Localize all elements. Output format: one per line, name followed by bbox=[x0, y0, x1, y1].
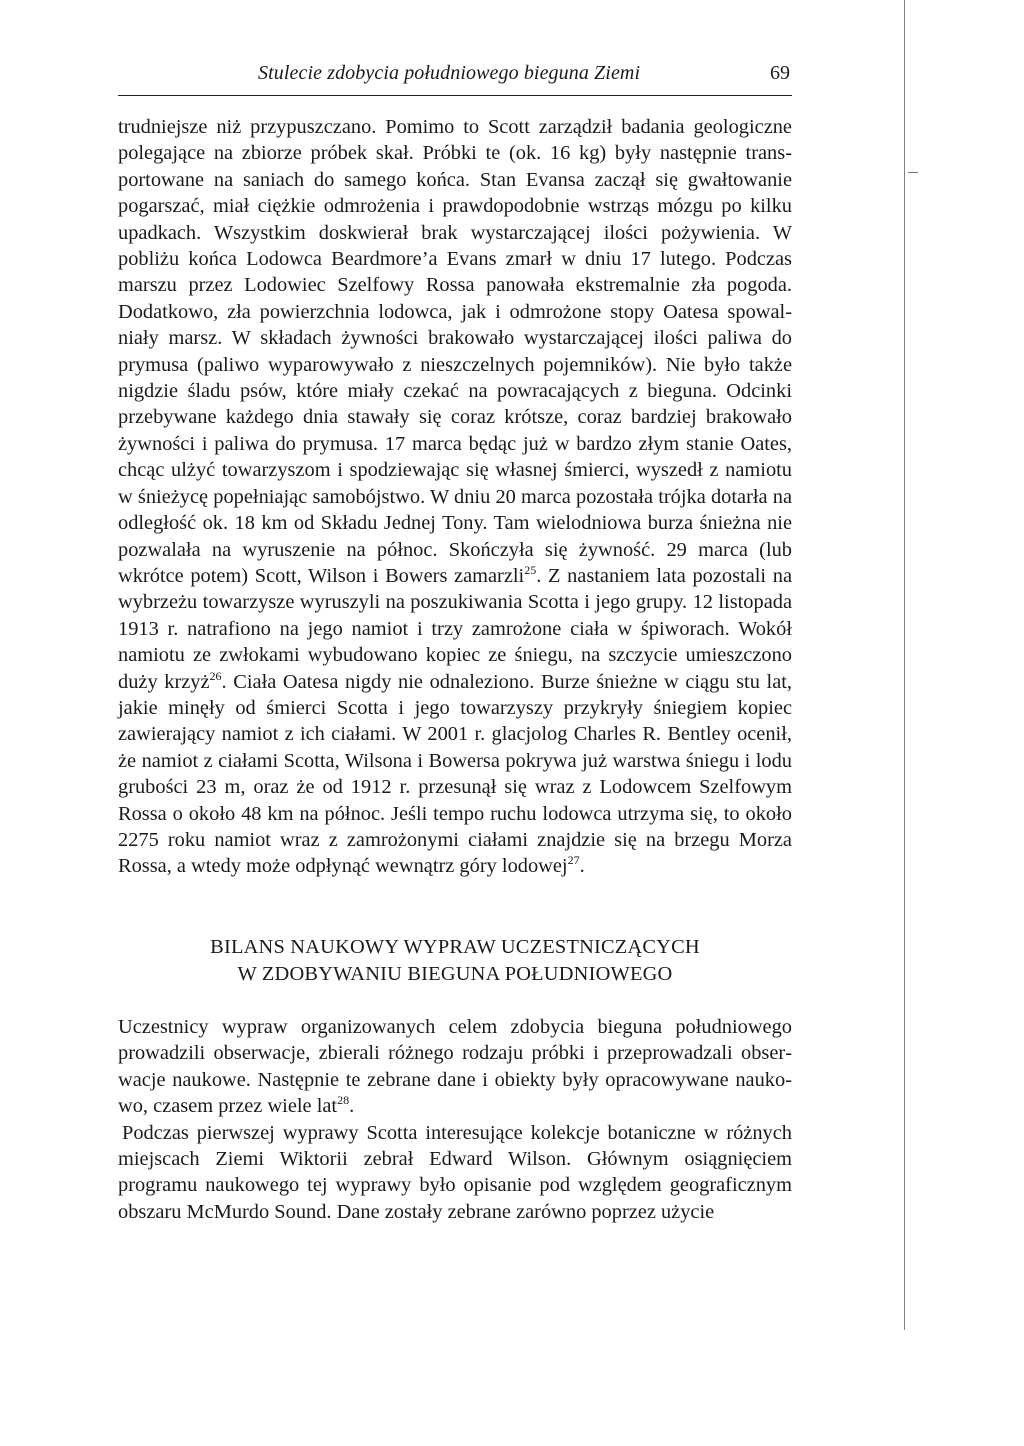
footnote-ref-26: 26 bbox=[209, 668, 222, 683]
running-head bbox=[118, 60, 792, 94]
body-text-upper bbox=[118, 114, 792, 880]
paragraph-text: . bbox=[579, 855, 585, 878]
paragraph-first-expedition: Podczas pierwszej wyprawy Scotta interesujące kolekcje botaniczne w różnych miejscach Ziemi Wiktorii zebrał Edward Wilson. Głównym osiągnięciem programu naukowego tej wyprawy było opisanie pod względem geograficznym obszaru McMurdo Sound. Dane zostały zebrane zarówno poprzez użycie bbox=[118, 1121, 792, 1223]
footnote-ref-27: 27 bbox=[567, 853, 580, 868]
running-title: Stulecie zdobycia południowego bieguna Ziemi bbox=[258, 62, 641, 84]
scan-margin-tick bbox=[908, 172, 918, 173]
paragraph-text: . Z nastaniem lata pozostali na wybrzeżu towarzysze wyruszyli na poszukiwania Scotta i jego grupy. 12 listopada 1913 r. natrafiono na jego namiot i trzy zamrożone ciała w śpiworach. Wokół namiotu ze zwłokami wybudowano kopiec ze śniegu, na szczycie umieszczono duży krzyż bbox=[118, 564, 792, 693]
paragraph-text: . bbox=[349, 1095, 355, 1118]
footnote-ref-25: 25 bbox=[524, 562, 537, 577]
paragraph-text: . Ciała Oatesa nigdy nie odnaleziono. Burze śnieżne w ciągu stu lat, jakie minęły od śmierci Scotta i jego towarzyszy przykryły śniegiem kopiec zawierający namiot z ich ciałami. W 2001 r. glacjolog Charles R. Bentley ocenił, że namiot z ciałami Scotta, Wilsona i Bowersa pokrywa już warstwa śniegu i lodu grubości 23 m, oraz że od 1912 r. przesunął się wraz z Lodowcem Szelfowym Rossa o około 48 km na północ. Jeśli tempo ruchu lodowca utrzyma się, to około 2275 roku namiot wraz z zamrożonymi ciałami znajdzie się na brzegu Morza Rossa, a wtedy może odpłynąć wewnątrz góry lodowej bbox=[118, 670, 793, 878]
footnote-ref-28: 28 bbox=[337, 1093, 350, 1108]
section-heading-line-2: W ZDOBYWANIU BIEGUNA POŁUDNIOWEGO bbox=[237, 963, 673, 985]
page-number: 69 bbox=[770, 62, 790, 84]
paragraph-text: trudniejsze niż przypuszczano. Pomimo to Scott zarządził badania geologiczne polegające na zbiorze próbek skał. Próbki te (ok. 16 kg) były następnie transportowane na saniach do samego końca. Stan Evansa zaczął się gwałtowanie pogarszać, miał ciężkie odmrożenia i prawdopodobnie wstrząs mózgu po kilku upadkach. Wszystkim doskwierał brak wystarczającej ilości pożywienia. W pobliżu końca Lodowca Beardmore’a Evans zmarł w dniu 17 lutego. Podczas marszu przez Lodowiec Szelfowy Rossa panowała ekstremalnie zła pogoda. Dodatkowo, zła powierzchnia lodowca, jak i odmrożone stopy Oatesa spowalniały marsz. W składach żywności brakowało wystarczającej ilości paliwa do prymusa (paliwo wyparowywało z nieszczelnych pojemników). Nie było także nigdzie śladu psów, które miały czekać na powracających z bieguna. Odcinki przebywane każdego dnia stawały się coraz krótsze, coraz bardziej brakowało żywności i paliwa do prymusa. 17 marca będąc już w bardzo złym stanie Oates, chcąc ulżyć towarzyszom i spodziewając się własnej śmierci, wyszedł z namiotu w śnieżycę popełniając samobójstwo. W dniu 20 marca pozostała trójka dotarła na odległość ok. 18 km od Składu Jednej Tony. Tam wielodniowa burza śnieżna nie pozwalała na wyruszenie na północ. Skończyła się żywność. 29 marca (lub wkrótce potem) Scott, Wilson i Bowers zamarzli bbox=[118, 116, 792, 587]
body-text-lower bbox=[118, 1014, 792, 1225]
paragraph-scott-return bbox=[118, 114, 792, 880]
section-heading-line-1: BILANS NAUKOWY WYPRAW UCZESTNICZĄCYCH bbox=[210, 936, 700, 958]
scan-margin-line bbox=[904, 0, 905, 1330]
paragraph-text: Uczestnicy wypraw organizowanych celem zdobycia bieguna południowego prowadzili obserwacje, zbierali różnego rodzaju próbki i przeprowadzali obserwacje naukowe. Następnie te zebrane dane i obiekty były opracowywane naukowo, czasem przez wiele lat bbox=[118, 1016, 792, 1118]
header-rule bbox=[118, 95, 792, 96]
paragraph-scientific-summary bbox=[118, 1014, 792, 1120]
section-heading bbox=[118, 934, 792, 988]
